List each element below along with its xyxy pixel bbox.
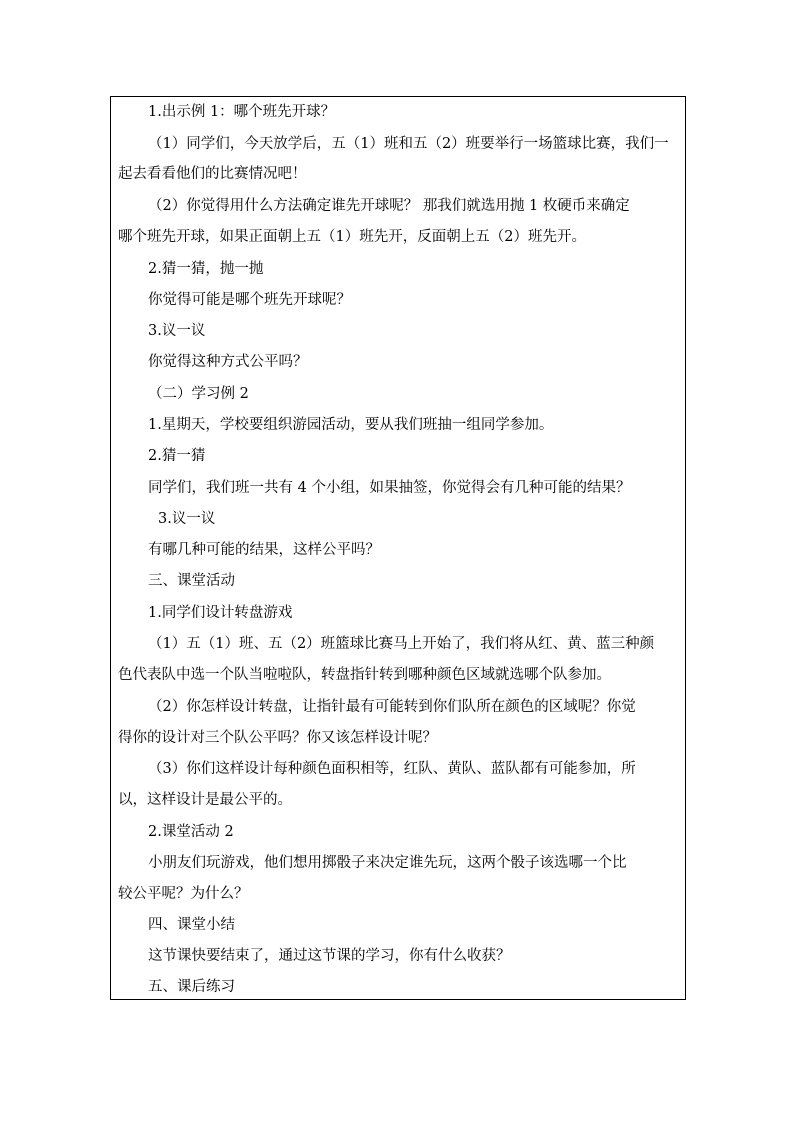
text-line: 色代表队中选一个队当啦啦队，转盘指针转到哪种颜色区域就选哪个队参加。 <box>118 667 611 683</box>
text-line: 较公平呢？为什么？ <box>118 886 249 902</box>
text-line: （3）你们这样设计每种颜色面积相等，红队、黄队、蓝队都有可能参加，所 <box>148 761 636 777</box>
text-line: 3.议一议 <box>148 323 206 339</box>
text-line: 1.同学们设计转盘游戏 <box>148 605 293 621</box>
text-line: 你觉得可能是哪个班先开球呢？ <box>148 292 351 308</box>
text-line: 小朋友们玩游戏，他们想用掷骰子来决定谁先玩，这两个骰子该选哪一个比 <box>148 855 627 871</box>
text-line: 起去看看他们的比赛情况吧！ <box>118 166 307 182</box>
text-line: （1）同学们，今天放学后，五（1）班和五（2）班要举行一场篮球比赛，我们一 <box>148 136 669 152</box>
text-line: 3.议一议 <box>158 511 216 527</box>
text-line: 2.课堂活动 2 <box>148 824 234 840</box>
text-line: 1.星期天，学校要组织游园活动，要从我们班抽一组同学参加。 <box>148 417 554 433</box>
text-line: 哪个班先开球，如果正面朝上五（1）班先开，反面朝上五（2）班先开。 <box>118 229 586 245</box>
text-line: （二）学习例 2 <box>148 386 249 402</box>
text-line: 同学们，我们班一共有 4 个小组，如果抽签，你觉得会有几种可能的结果？ <box>148 480 631 496</box>
text-line: 以，这样设计是最公平的。 <box>118 792 292 808</box>
text-line: 这节课快要结束了，通过这节课的学习，你有什么收获？ <box>148 948 511 964</box>
text-line: 三、课堂活动 <box>148 573 235 589</box>
text-line: 五、课后练习 <box>148 979 235 995</box>
text-line: （2）你怎样设计转盘，让指针最有可能转到你们队所在颜色的区域呢？你觉 <box>148 699 636 715</box>
text-line: （2）你觉得用什么方法确定谁先开球呢？ 那我们就选用抛 1 枚硬币来确定 <box>148 198 630 214</box>
text-line: 有哪几种可能的结果，这样公平吗？ <box>148 542 380 558</box>
text-line: 2.猜一猜，抛一抛 <box>148 261 264 277</box>
text-line: 得你的设计对三个队公平吗？你又该怎样设计呢？ <box>118 730 437 746</box>
text-line: 1.出示例 1：哪个班先开球？ <box>148 104 336 120</box>
text-line: 2.猜一猜 <box>148 448 206 464</box>
text-line: 四、课堂小结 <box>148 917 235 933</box>
text-line: （1）五（1）班、五（2）班篮球比赛马上开始了，我们将从红、黄、蓝三种颜 <box>148 636 655 652</box>
text-line: 你觉得这种方式公平吗？ <box>148 354 308 370</box>
